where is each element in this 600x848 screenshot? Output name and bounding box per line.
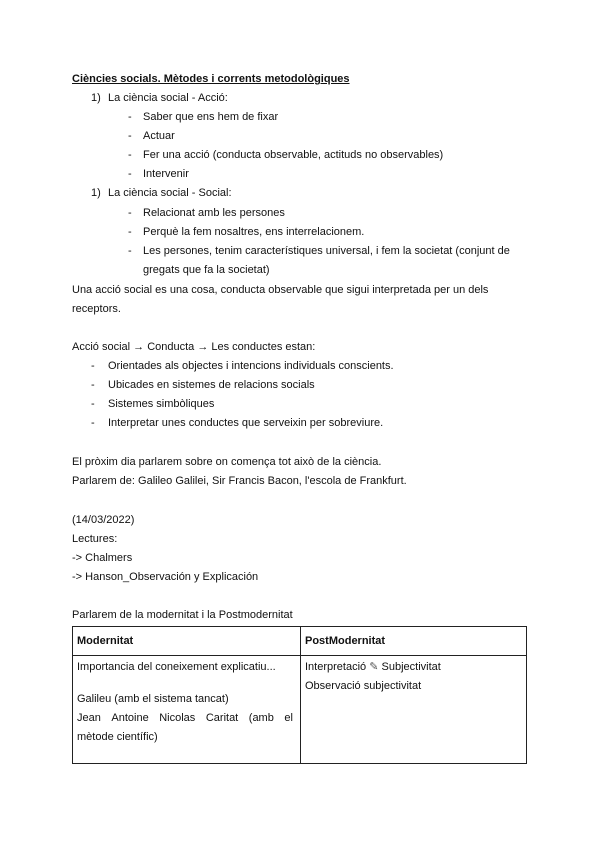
table-cell-line: Importancia del coneixement explicatiu... [77, 661, 276, 673]
bullet-dash: - [91, 398, 95, 410]
table-cell-line: Galileu (amb el sistema tancat) [77, 693, 229, 705]
bullet-dash: - [128, 168, 132, 180]
section-heading: La ciència social - Social: [108, 187, 232, 199]
bullet-dash: - [91, 360, 95, 372]
list-item: Fer una acció (conducta observable, actituds no observables) [143, 149, 444, 161]
table-header-modernitat: Modernitat [73, 627, 301, 656]
list-item: Sistemes simbòliques [108, 398, 215, 410]
bullet-dash: - [128, 130, 132, 142]
list-number: 1) [91, 187, 101, 199]
table-cell-postmodernitat [301, 656, 527, 764]
table-header-postmodernitat: PostModernitat [301, 627, 527, 656]
table-cell-line: Interpretació ✎ Subjectivitat [305, 661, 441, 673]
table-cell-line: Observació subjectivitat [305, 680, 422, 692]
bullet-dash: - [128, 245, 132, 257]
list-item: Intervenir [143, 168, 189, 180]
table-intro: Parlarem de la modernitat i la Postmodernitat [72, 609, 293, 621]
page-title: Ciències socials. Mètodes i corrents metodològiques [72, 73, 350, 85]
list-number: 1) [91, 92, 101, 104]
chain-heading: Acció social → Conducta → Les conductes estan: [72, 341, 316, 353]
table-cell-modernitat [73, 656, 301, 764]
reading-item: -> Chalmers [72, 552, 133, 564]
table-cell-line: Jean Antoine Nicolas Caritat (amb el [77, 712, 293, 724]
list-item: Orientades als objectes i intencions individuals conscients. [108, 360, 394, 372]
bullet-dash: - [91, 417, 95, 429]
bullet-dash: - [128, 207, 132, 219]
list-item-continuation: gregats que fa la societat) [143, 264, 270, 276]
section-heading: La ciència social - Acció: [108, 92, 228, 104]
list-item: Les persones, tenim característiques universal, i fem la societat (conjunt de [143, 245, 510, 257]
comparison-table [72, 626, 527, 764]
date-label: (14/03/2022) [72, 514, 135, 526]
list-item: Saber que ens hem de fixar [143, 111, 279, 123]
bullet-dash: - [128, 111, 132, 123]
list-item: Relacionat amb les persones [143, 207, 285, 219]
bullet-dash: - [128, 149, 132, 161]
paragraph-line: Parlarem de: Galileo Galilei, Sir Francis Bacon, l'escola de Frankfurt. [72, 475, 407, 487]
list-item: Ubicades en sistemes de relacions socials [108, 379, 315, 391]
list-item: Perquè la fem nosaltres, ens interrelacionem. [143, 226, 365, 238]
paragraph-line: Una acció social es una cosa, conducta observable que sigui interpretada per un dels [72, 284, 489, 296]
paragraph-line: receptors. [72, 303, 121, 315]
reading-item: -> Hanson_Observación y Explicación [72, 571, 259, 583]
list-item: Actuar [143, 130, 175, 142]
readings-heading: Lectures: [72, 533, 118, 545]
paragraph-line: El pròxim dia parlarem sobre on comença tot això de la ciència. [72, 456, 382, 468]
bullet-dash: - [128, 226, 132, 238]
pencil-icon: ✎ [369, 661, 379, 673]
list-item: Interpretar unes conductes que serveixin per sobreviure. [108, 417, 384, 429]
bullet-dash: - [91, 379, 95, 391]
table-cell-line: mètode científic) [77, 731, 158, 743]
